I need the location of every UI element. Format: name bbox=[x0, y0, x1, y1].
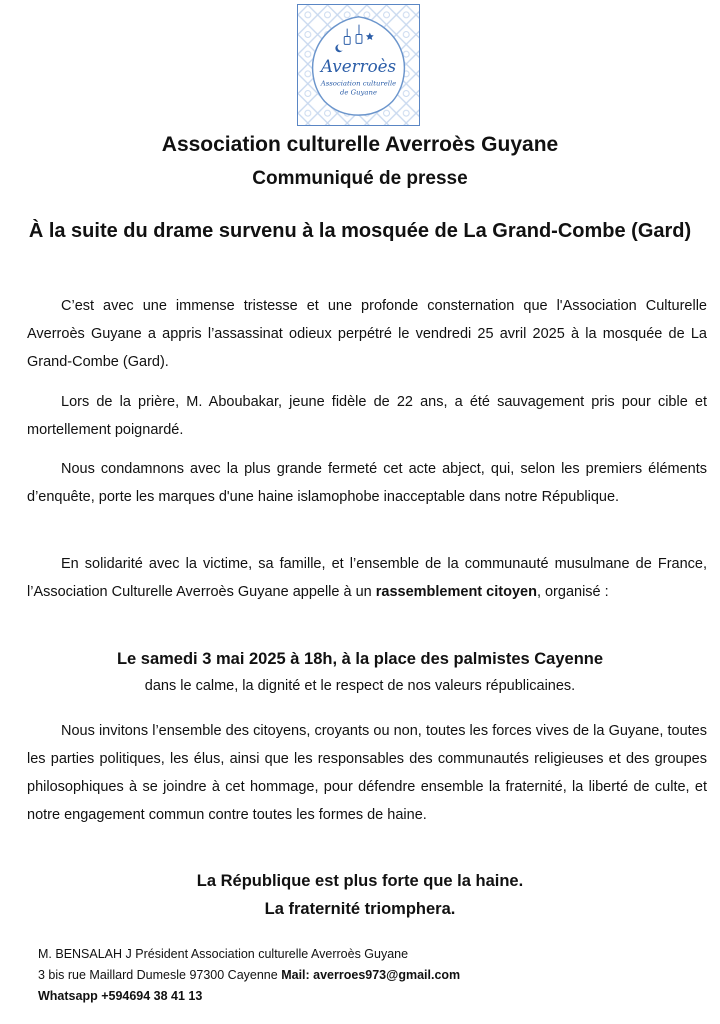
paragraph-4-bold: rassemblement citoyen bbox=[375, 584, 537, 600]
paragraph-5 bbox=[27, 717, 707, 829]
paragraph-4-text: En solidarité avec la victime, sa famille, et l’ensemble de la communauté musulmane de France, l’Association Culturelle Averroès Guyane appelle à un bbox=[27, 556, 707, 600]
paragraph-5-text: Nous invitons l’ensemble des citoyens, croyants ou non, toutes les forces vives de la Guyane, toutes les parties politiques, les élus, ainsi que les responsables des communautés religieuses et des groupes philosophiques à se joindre à cet hommage, pour défendre ensemble la fraternité, la liberté de culte, et notre engagement commun contre toutes les formes de haine. bbox=[27, 723, 707, 823]
signature-block bbox=[38, 944, 460, 1007]
event-title: Le samedi 3 mai 2025 à 18h, à la place des palmistes Cayenne bbox=[116, 650, 604, 668]
closing-line-1: La République est plus forte que la haine. bbox=[196, 872, 524, 890]
paragraph-2-text: Lors de la prière, M. Aboubakar, jeune fidèle de 22 ans, a été sauvagement pris pour cible et mortellement poignardé. bbox=[27, 394, 707, 438]
event-subtitle: dans le calme, la dignité et le respect de nos valeurs républicaines. bbox=[144, 678, 576, 694]
paragraph-4 bbox=[27, 550, 707, 606]
logo-subtitle-2: de Guyane bbox=[339, 88, 378, 97]
logo-name: Averroès bbox=[320, 55, 397, 76]
paragraph-1-text: C’est avec une immense tristesse et une profonde consternation que l'Association Culturelle Averroès Guyane a appris l’assassinat odieux perpétré le vendredi 25 avril 2025 à la mosquée de La Grand-Combe (Gard). bbox=[27, 298, 707, 370]
address-line bbox=[38, 965, 460, 986]
paragraph-2 bbox=[27, 388, 707, 444]
headline: À la suite du drame survenu à la mosquée de La Grand-Combe (Gard) bbox=[28, 220, 692, 242]
email: Mail: averroes973@gmail.com bbox=[281, 968, 461, 982]
document-type: Communiqué de presse bbox=[252, 168, 468, 189]
whatsapp: Whatsapp +594694 38 41 13 bbox=[38, 989, 203, 1003]
closing-line-2: La fraternité triomphera. bbox=[264, 900, 456, 918]
paragraph-4-end: , organisé : bbox=[536, 584, 609, 600]
whatsapp-line bbox=[38, 986, 460, 1007]
logo-subtitle-1: Association culturelle bbox=[320, 79, 397, 88]
averroes-logo bbox=[297, 4, 420, 126]
signatory: M. BENSALAH J Président Association culturelle Averroès Guyane bbox=[38, 947, 409, 961]
paragraph-1 bbox=[27, 292, 707, 376]
paragraph-3 bbox=[27, 455, 707, 511]
address: 3 bis rue Maillard Dumesle 97300 Cayenne bbox=[38, 968, 282, 982]
logo-graphic bbox=[298, 5, 419, 125]
paragraph-3-text: Nous condamnons avec la plus grande fermeté cet acte abject, qui, selon les premiers éléments d’enquête, porte les marques d'une haine islamophobe inacceptable dans notre République. bbox=[27, 461, 707, 505]
organization-title: Association culturelle Averroès Guyane bbox=[161, 133, 559, 156]
